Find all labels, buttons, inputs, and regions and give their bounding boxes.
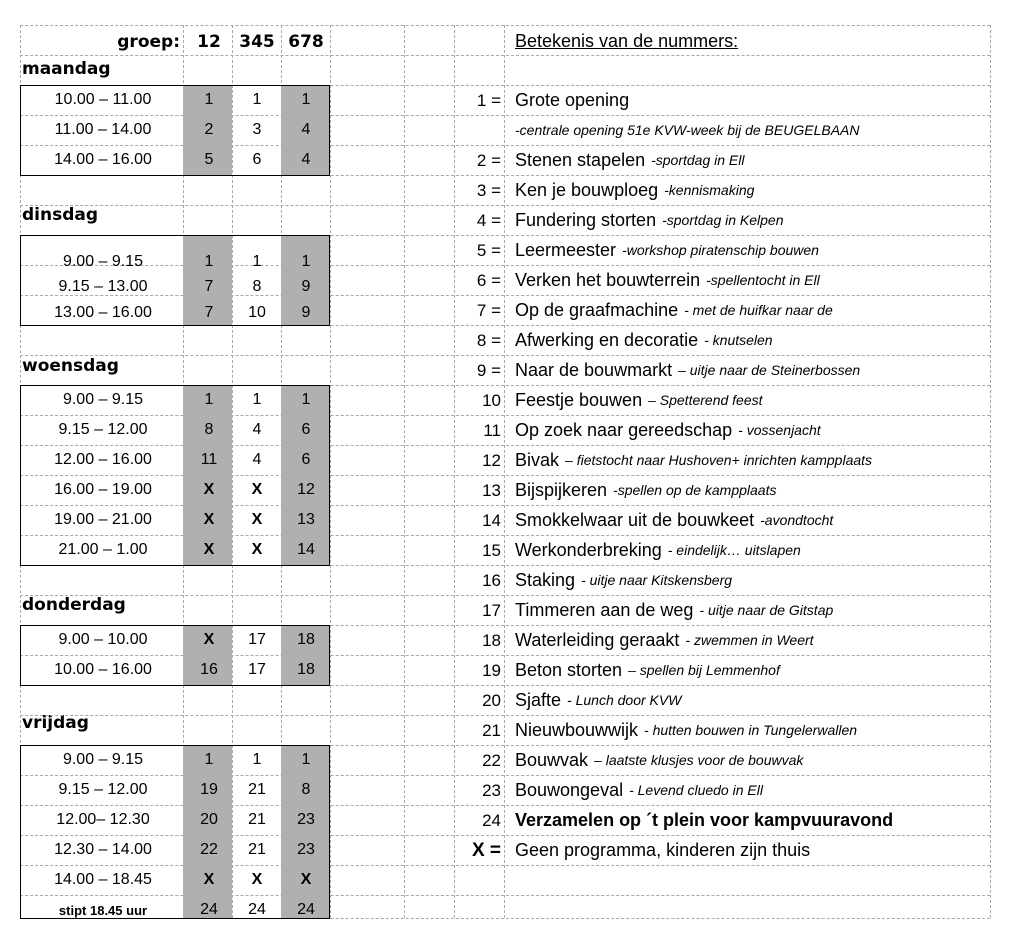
time-slot: 9.15 – 13.00 — [58, 278, 148, 295]
legend-key: 12 — [482, 451, 501, 470]
grid-row-line — [20, 715, 990, 716]
legend-label: Bivak — [515, 450, 560, 470]
activity-number: 6 — [301, 421, 311, 438]
activity-number: X — [203, 631, 215, 648]
legend-label: Sjafte — [515, 690, 562, 710]
legend-description: -kennismaking — [664, 182, 755, 198]
activity-number: 24 — [200, 901, 218, 918]
legend-label: Afwerking en decoratie — [515, 330, 699, 350]
activity-number: 14 — [297, 541, 315, 558]
activity-number: X — [203, 481, 215, 498]
legend-description: - uitje naar Kitskensberg — [581, 572, 733, 588]
legend-label: Smokkelwaar uit de bouwkeet — [515, 510, 755, 530]
activity-number: 7 — [204, 304, 214, 321]
legend-description: - eindelijk… uitslapen — [667, 542, 801, 558]
activity-number: 4 — [301, 121, 311, 138]
grid-col-line — [990, 25, 991, 918]
legend-label: Op zoek naar gereedschap — [515, 420, 733, 440]
legend-key: 2 = — [476, 151, 501, 170]
legend-key: 15 — [482, 541, 501, 560]
legend-key: 7 = — [476, 301, 501, 320]
legend-key: 11 — [483, 421, 501, 440]
legend-label: Nieuwbouwwijk — [515, 720, 639, 740]
legend-description: – spellen bij Lemmenhof — [628, 662, 780, 678]
time-slot: 9.00 – 9.15 — [62, 391, 144, 408]
activity-number: 8 — [204, 421, 214, 438]
activity-number: 16 — [200, 661, 218, 678]
legend-label: Staking — [515, 570, 576, 590]
activity-number: 1 — [204, 91, 214, 108]
legend-description: - met de huifkar naar de — [684, 302, 833, 318]
legend-key: X = — [471, 840, 501, 861]
activity-number: 1 — [301, 391, 311, 408]
grid-col-line — [454, 25, 455, 918]
activity-number: 17 — [248, 631, 266, 648]
time-slot: 12.30 – 14.00 — [54, 841, 152, 858]
legend-label: Verzamelen op ´t plein voor kampvuuravond — [515, 810, 894, 830]
time-slot: 11.00 – 14.00 — [54, 121, 152, 138]
activity-number: 8 — [252, 278, 262, 295]
grid-row-line — [20, 205, 990, 206]
column-header-12: 12 — [197, 32, 221, 52]
column-header-678: 678 — [288, 32, 324, 52]
legend-description: - zwemmen in Weert — [685, 632, 814, 648]
activity-number: X — [251, 481, 263, 498]
legend-description: - vossenjacht — [738, 422, 821, 438]
legend-label: Beton storten — [515, 660, 623, 680]
legend-label: Feestje bouwen — [515, 390, 643, 410]
activity-number: 23 — [297, 841, 315, 858]
activity-number: 4 — [252, 451, 262, 468]
time-slot: 12.00– 12.30 — [56, 811, 150, 828]
activity-number: 3 — [252, 121, 262, 138]
legend-key: 10 — [482, 391, 501, 410]
time-slot: 9.15 – 12.00 — [58, 421, 148, 438]
activity-number: 12 — [297, 481, 315, 498]
activity-number: 9 — [301, 278, 311, 295]
legend-label: Bijspijkeren — [515, 480, 608, 500]
legend-label: Geen programma, kinderen zijn thuis — [515, 840, 811, 860]
activity-number: 1 — [204, 391, 214, 408]
activity-number: 1 — [252, 751, 262, 768]
activity-number: 1 — [204, 751, 214, 768]
legend-key: 19 — [482, 661, 501, 680]
legend-key: 14 — [482, 511, 501, 530]
time-slot: 16.00 – 19.00 — [54, 481, 152, 498]
legend-description: – uitje naar de Steinerbossen — [678, 362, 861, 378]
activity-number: 5 — [204, 151, 214, 168]
legend-description: – laatste klusjes voor de bouwvak — [594, 752, 804, 768]
legend-label: Leermeester — [515, 240, 617, 260]
legend-label: Waterleiding geraakt — [515, 630, 680, 650]
activity-number: 20 — [200, 811, 218, 828]
column-header-345: 345 — [239, 32, 275, 52]
activity-number: 1 — [252, 253, 262, 270]
activity-number: 23 — [297, 811, 315, 828]
day-label-vrijdag: vrijdag — [22, 713, 89, 733]
activity-number: X — [251, 511, 263, 528]
time-slot: 14.00 – 16.00 — [54, 151, 152, 168]
activity-number: 22 — [200, 841, 218, 858]
legend-description: - knutselen — [704, 332, 773, 348]
activity-number: 1 — [301, 253, 311, 270]
activity-number: X — [300, 871, 312, 888]
legend-key: 18 — [482, 631, 501, 650]
legend-description: - uitje naar de Gitstap — [699, 602, 834, 618]
day-label-maandag: maandag — [22, 59, 111, 79]
activity-number: 9 — [301, 304, 311, 321]
activity-number: 17 — [248, 661, 266, 678]
time-slot: 12.00 – 16.00 — [54, 451, 152, 468]
legend-description: -workshop piratenschip bouwen — [622, 242, 819, 258]
legend-key: 4 = — [476, 211, 501, 230]
legend-label: Naar de bouwmarkt — [515, 360, 673, 380]
legend-key: 20 — [482, 691, 501, 710]
time-slot: 9.00 – 9.15 — [62, 253, 144, 270]
legend-key: 8 = — [476, 331, 501, 350]
day-label-woensdag: woensdag — [22, 356, 119, 376]
time-slot: stipt 18.45 uur — [58, 903, 148, 918]
activity-number: 1 — [204, 253, 214, 270]
activity-number: X — [251, 541, 263, 558]
time-slot: 13.00 – 16.00 — [54, 304, 152, 321]
legend-key: 3 = — [476, 181, 501, 200]
activity-number: 21 — [248, 841, 266, 858]
grid-row-line — [20, 25, 990, 26]
activity-number: 21 — [248, 811, 266, 828]
legend-key: 6 = — [476, 271, 501, 290]
legend-description: - hutten bouwen in Tungelerwallen — [644, 722, 858, 738]
legend-key: 22 — [482, 751, 501, 770]
activity-number: 6 — [301, 451, 311, 468]
legend-description: -sportdag in Kelpen — [662, 212, 784, 228]
grid-col-line — [504, 25, 505, 918]
legend-key: 24 — [482, 811, 501, 830]
activity-number: 4 — [252, 421, 262, 438]
legend-description: - Lunch door KVW — [567, 692, 682, 708]
grid-col-line — [330, 25, 331, 918]
activity-number: 4 — [301, 151, 311, 168]
legend-key: 17 — [482, 601, 501, 620]
time-slot: 10.00 – 11.00 — [54, 91, 152, 108]
activity-number: 1 — [301, 751, 311, 768]
activity-number: 6 — [252, 151, 262, 168]
legend-description: -avondtocht — [760, 512, 834, 528]
activity-number: 2 — [204, 121, 214, 138]
time-slot: 21.00 – 1.00 — [58, 541, 148, 558]
legend-label: Grote opening — [515, 90, 630, 110]
legend-label: Bouwongeval — [515, 780, 624, 800]
legend-label: Stenen stapelen — [515, 150, 646, 170]
activity-number: 8 — [301, 781, 311, 798]
legend-description: – Spetterend feest — [648, 392, 763, 408]
legend-label: Op de graafmachine — [515, 300, 679, 320]
groep-label: groep: — [117, 32, 180, 52]
day-label-dinsdag: dinsdag — [22, 205, 99, 225]
legend-label: Timmeren aan de weg — [515, 600, 694, 620]
program-sheet — [20, 25, 990, 918]
activity-number: 1 — [252, 91, 262, 108]
activity-number: 13 — [297, 511, 315, 528]
day-box-vrijdag — [20, 745, 330, 919]
legend-label: Werkonderbreking — [515, 540, 662, 560]
legend-label: Bouwvak — [515, 750, 589, 770]
activity-number: 7 — [204, 278, 214, 295]
legend-description: -spellentocht in Ell — [706, 272, 820, 288]
activity-number: 21 — [248, 781, 266, 798]
time-slot: 9.15 – 12.00 — [58, 781, 148, 798]
legend-label: Ken je bouwploeg — [515, 180, 659, 200]
day-label-donderdag: donderdag — [22, 595, 126, 615]
time-slot: 10.00 – 16.00 — [54, 661, 152, 678]
time-slot: 19.00 – 21.00 — [54, 511, 152, 528]
legend-key: 23 — [482, 781, 501, 800]
time-slot: 14.00 – 18.45 — [54, 871, 152, 888]
legend-description: - Levend cluedo in Ell — [629, 782, 763, 798]
activity-number: X — [251, 871, 263, 888]
legend-label: Verken het bouwterrein — [515, 270, 701, 290]
time-slot: 9.00 – 9.15 — [62, 751, 144, 768]
legend-key: 13 — [482, 481, 501, 500]
activity-number: X — [203, 511, 215, 528]
day-box-woensdag — [20, 385, 330, 566]
legend-description: – fietstocht naar Hushoven+ inrichten kampplaats — [565, 452, 873, 468]
activity-number: 11 — [200, 451, 218, 468]
activity-number: X — [203, 541, 215, 558]
legend-description: -centrale opening 51e KVW-week bij de BEUGELBAAN — [515, 122, 860, 138]
activity-number: 1 — [301, 91, 311, 108]
time-slot: 9.00 – 10.00 — [58, 631, 148, 648]
legend-key: 5 = — [476, 241, 501, 260]
legend-description: -sportdag in Ell — [651, 152, 745, 168]
legend-key: 9 = — [476, 361, 501, 380]
activity-number: X — [203, 871, 215, 888]
legend-label: Fundering storten — [515, 210, 657, 230]
activity-number: 1 — [252, 391, 262, 408]
activity-number: 24 — [297, 901, 315, 918]
legend-description: -spellen op de kampplaats — [613, 482, 777, 498]
grid-col-line — [404, 25, 405, 918]
activity-number: 18 — [297, 631, 315, 648]
legend-title: Betekenis van de nummers: — [515, 31, 739, 51]
grid-row-line — [20, 355, 990, 356]
legend-key: 16 — [482, 571, 501, 590]
grid-row-line — [20, 595, 990, 596]
legend-key: 1 = — [476, 91, 501, 110]
activity-number: 10 — [248, 304, 266, 321]
activity-number: 19 — [200, 781, 218, 798]
activity-number: 18 — [297, 661, 315, 678]
legend-key: 21 — [482, 721, 501, 740]
activity-number: 24 — [248, 901, 266, 918]
grid-row-line — [20, 55, 990, 56]
